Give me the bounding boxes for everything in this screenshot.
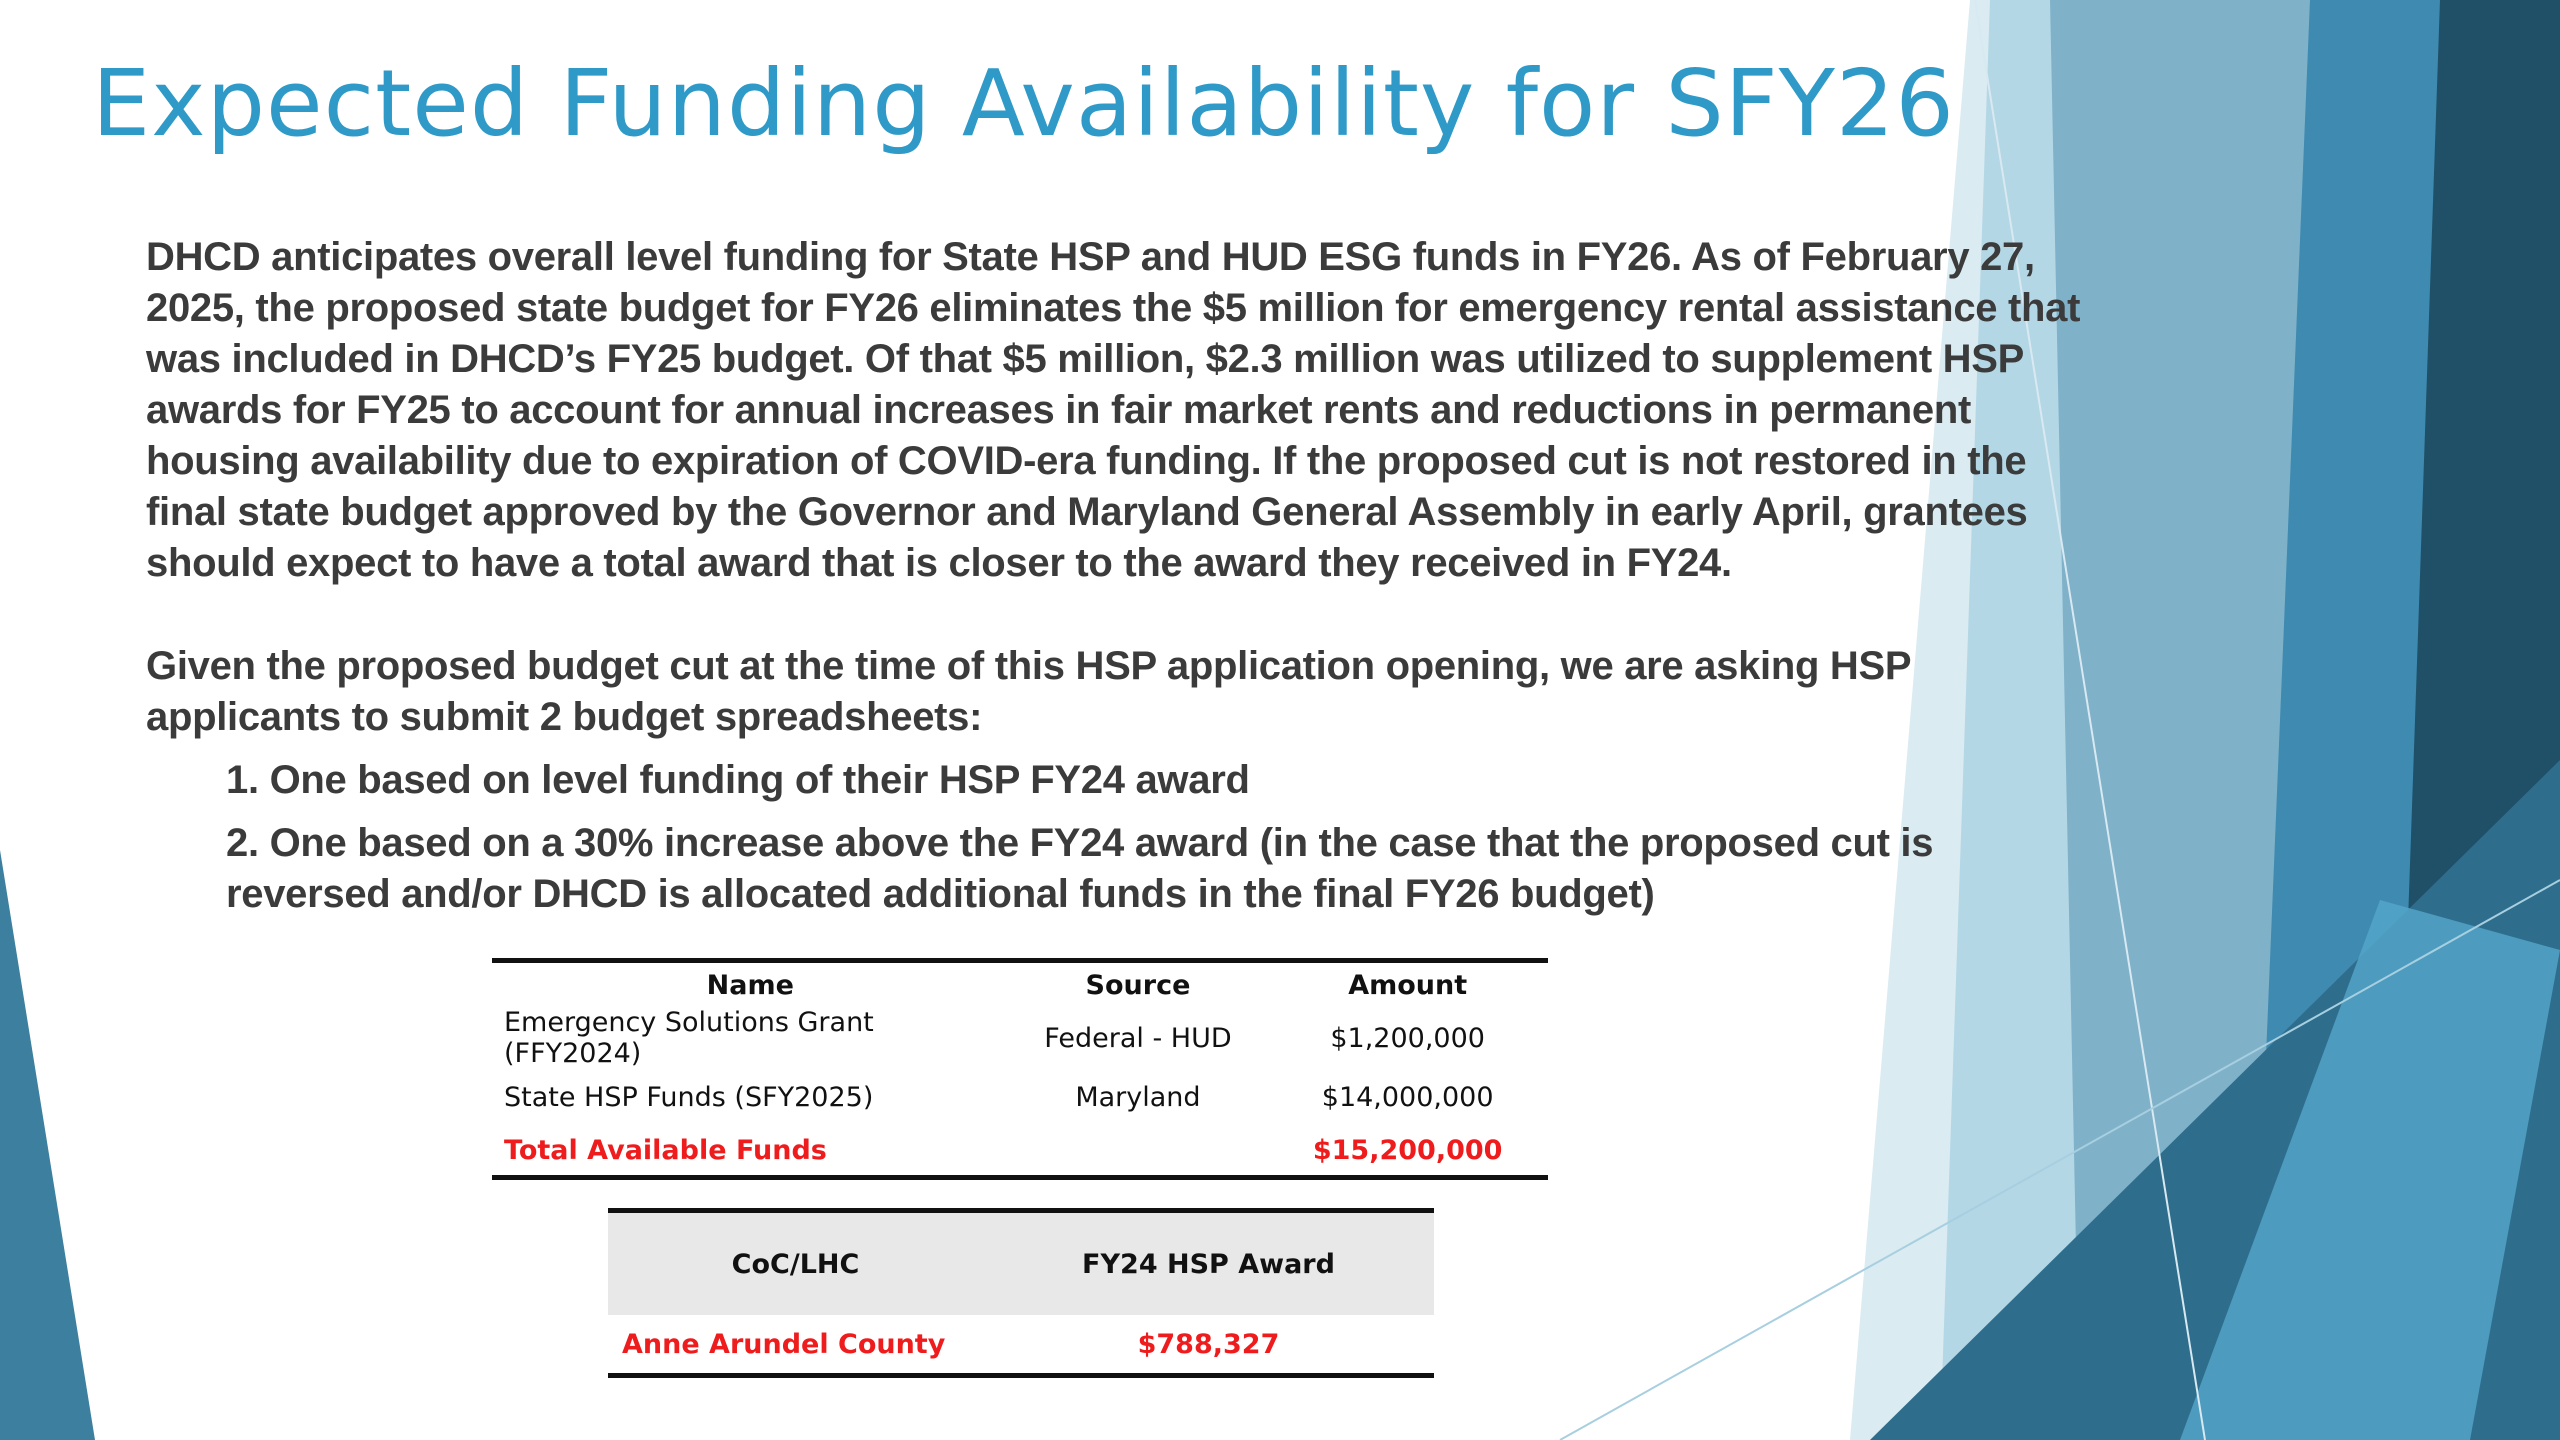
total-label: Total Available Funds [504,1134,827,1166]
table-row [492,1007,1548,1069]
column-header-amount: Amount [1348,969,1468,1001]
funds-table [492,958,1548,1180]
column-header-source: Source [1085,969,1191,1001]
cell-name: Emergency Solutions Grant (FFY2024) [504,1007,874,1069]
slide-title: Expected Funding Availability for SFY26 [92,50,1955,157]
body-text [146,232,2096,932]
column-header-award: FY24 HSP Award [983,1211,1434,1316]
column-header-coc: CoC/LHC [608,1211,983,1316]
total-amount: $15,200,000 [1312,1134,1503,1166]
cell-amount: $14,000,000 [1321,1081,1494,1113]
table-header-row [492,961,1548,1008]
table-header-row [608,1211,1434,1316]
cell-amount: $1,200,000 [1330,1022,1485,1054]
decor-shape-left [0,850,95,1440]
paragraph-spacer [146,589,2096,641]
cell-award: $788,327 [1137,1328,1280,1360]
table-row [608,1315,1434,1376]
table-total-row [492,1125,1548,1178]
list-item: 1. One based on level funding of their HSP FY24 award [226,758,1250,802]
total-source [1009,1125,1268,1178]
list-item: 2. One based on a 30% increase above the FY24 award (in the case that the proposed cut is reversed and/or DHCD is allocated additional funds in the final FY26 budget) [226,821,1934,916]
cell-name: State HSP Funds (SFY2025) [504,1081,874,1113]
cell-coc: Anne Arundel County [622,1328,946,1360]
paragraph-budget-request: Given the proposed budget cut at the time of this HSP application opening, we are asking HSP applicants to submit 2 budget spreadsheets: [146,644,1911,739]
cell-source: Maryland [1075,1081,1201,1113]
cell-source: Federal - HUD [1044,1022,1232,1054]
table-row [492,1069,1548,1125]
award-table [608,1208,1434,1378]
column-header-name: Name [706,969,794,1001]
paragraph-funding-outlook: DHCD anticipates overall level funding for State HSP and HUD ESG funds in FY26. As of February 27, 2025, the proposed state budget for FY26 eliminates the $5 million for emergency rental assistance that was included in DHCD’s FY25 budget. Of that $5 million, $2.3 million was utilized to supplement HSP awards for FY25 to account for annual increases in fair market rents and reductions in permanent housing availability due to expiration of COVID-era funding. If the proposed cut is not restored in the final state budget approved by the Governor and Maryland General Assembly in early April, grantees should expect to have a total award that is closer to the award they received in FY24. [146,235,2081,585]
budget-option-list [146,755,2096,920]
